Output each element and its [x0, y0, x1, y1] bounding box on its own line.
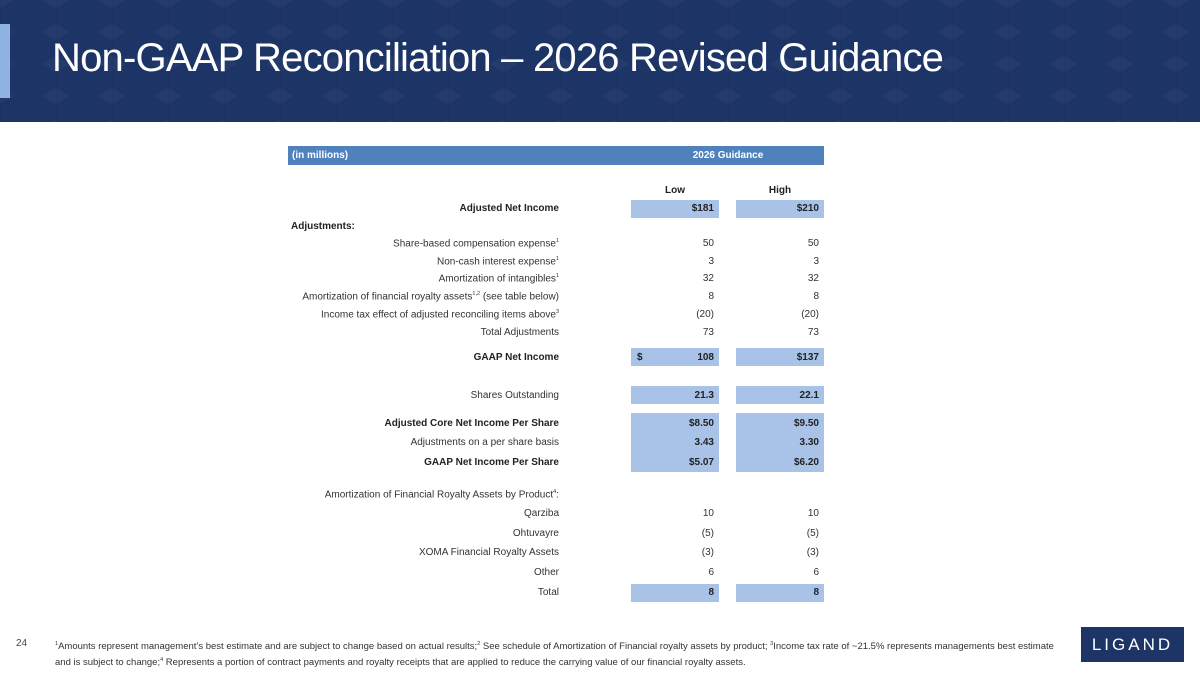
shares-outstanding-low: 21.3: [694, 390, 714, 401]
total-adjustments-high: 73: [807, 327, 819, 338]
total-adjustments-low: 73: [702, 327, 714, 338]
royalty-product-high: (5): [806, 528, 819, 539]
footnotes: $^1$Amounts represent management’s best estimate and are subject to change based on actual results;$^2$ See schedule of Amortization of Financial royalty assets by product; $^3$Income tax rate of ~21.5% represents managements best estimate and is subject to change;$^4$ Represents a portion of contract payments and royalty receipts that are applied to reduce the carrying value of our financial royalty assets.: [55, 641, 1054, 668]
unit-label: (in millions): [292, 150, 349, 161]
adjustment-high: 32: [807, 273, 819, 284]
gaap-net-income-label: GAAP Net Income: [473, 352, 559, 363]
royalty-total-low: 8: [708, 587, 714, 598]
royalty-total-label: Total: [537, 587, 559, 598]
ligand-logo: LIGAND: [1081, 627, 1184, 662]
gaap-net-income-currency: $: [637, 352, 643, 363]
adjustment-high: (20): [801, 309, 819, 320]
column-high-header: High: [768, 185, 792, 196]
royalty-product-high: (3): [806, 547, 819, 558]
adjusted-net-income-low: $181: [691, 203, 714, 214]
page-number: 24: [16, 638, 28, 649]
royalty-product-label: XOMA Financial Royalty Assets: [418, 547, 559, 558]
per-share-label: GAAP Net Income Per Share: [424, 457, 559, 468]
adjustment-low: (20): [696, 309, 714, 320]
per-share-high: $6.20: [793, 457, 819, 468]
royalty-heading: Amortization of Financial Royalty Assets by Product$^4$:: [324, 489, 559, 501]
royalty-product-low: (5): [701, 528, 714, 539]
royalty-total-high: 8: [813, 587, 819, 598]
gaap-net-income-low: 108: [697, 352, 714, 363]
royalty-product-low: (3): [701, 547, 714, 558]
adjustment-low: 50: [702, 238, 714, 249]
per-share-low: 3.43: [694, 437, 714, 448]
royalty-product-label: Other: [533, 567, 559, 578]
adjustment-high: 8: [813, 291, 819, 302]
royalty-product-low: 10: [702, 508, 714, 519]
per-share-low: $8.50: [688, 418, 714, 429]
adjustment-low: 32: [702, 273, 714, 284]
per-share-high: $9.50: [793, 418, 819, 429]
per-share-label: Adjustments on a per share basis: [410, 437, 559, 448]
adjustment-label: Non-cash interest expense$^1$: [436, 256, 559, 268]
adjustment-low: 8: [708, 291, 714, 302]
royalty-product-label: Qarziba: [523, 508, 559, 519]
adjustment-low: 3: [708, 256, 714, 267]
adjusted-net-income-label: Adjusted Net Income: [459, 203, 559, 214]
adjustment-label: Income tax effect of adjusted reconciling items above$^3$: [320, 309, 559, 321]
shares-outstanding-label: Shares Outstanding: [470, 390, 559, 401]
adjustment-label: Amortization of intangibles$^1$: [438, 273, 559, 285]
adjustment-high: 50: [807, 238, 819, 249]
guidance-header: 2026 Guidance: [692, 150, 764, 161]
adjustment-label: Share-based compensation expense$^1$: [393, 238, 559, 250]
per-share-label: Adjusted Core Net Income Per Share: [384, 418, 559, 429]
royalty-product-label: Ohtuvayre: [512, 528, 559, 539]
gaap-net-income-high: $137: [796, 352, 819, 363]
table-header: [288, 146, 824, 165]
per-share-low: $5.07: [688, 457, 714, 468]
total-adjustments-label: Total Adjustments: [480, 327, 559, 338]
royalty-product-high: 10: [807, 508, 819, 519]
adjustment-label: Amortization of financial royalty assets$^{1,2}$ (see table below): [302, 291, 559, 303]
slide-title: Non-GAAP Reconciliation – 2026 Revised Guidance: [52, 36, 944, 80]
adjustment-high: 3: [813, 256, 819, 267]
column-low-header: Low: [665, 185, 685, 196]
adjusted-net-income-high: $210: [796, 203, 819, 214]
royalty-product-high: 6: [813, 567, 819, 578]
per-share-high: 3.30: [799, 437, 819, 448]
royalty-product-low: 6: [708, 567, 714, 578]
banner-accent-bar: [0, 24, 10, 98]
shares-outstanding-high: 22.1: [799, 390, 819, 401]
adjustments-heading: Adjustments:: [291, 221, 355, 232]
